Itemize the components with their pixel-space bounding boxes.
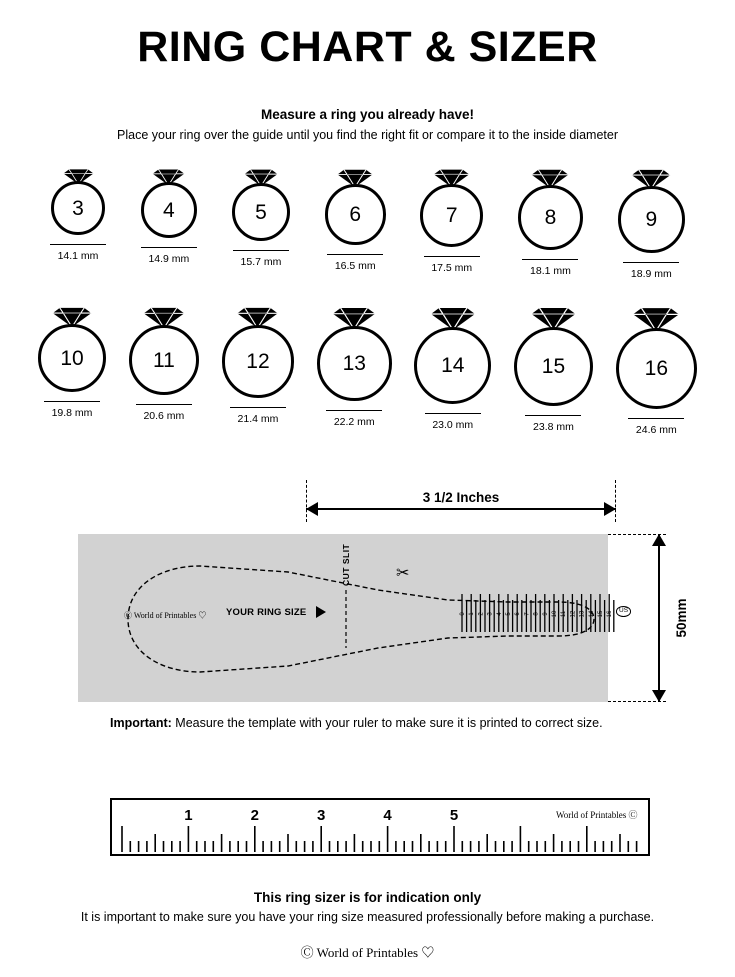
measure-rule [233, 250, 289, 251]
footer-line-1: This ring sizer is for indication only [253, 890, 482, 906]
scissors-icon: ✂ [396, 565, 410, 583]
svg-text:2: 2 [250, 807, 259, 825]
measure-rule [623, 262, 679, 263]
svg-text:14: 14 [588, 611, 595, 618]
ring-band[interactable] [317, 326, 392, 401]
template-brand-mark: Ⓒ World of Printables ♡ [124, 611, 207, 621]
ring-diameter-label: 24.6 mm [635, 424, 677, 437]
ring-band[interactable] [51, 181, 105, 235]
ring-band[interactable] [518, 185, 583, 250]
ring-size-cell[interactable] [38, 306, 106, 419]
ring-size-cell[interactable] [129, 306, 199, 422]
arrow-right-icon [604, 502, 616, 516]
ring-illustration [420, 168, 483, 247]
ring-size-cell[interactable] [232, 168, 290, 268]
ring-size-cell[interactable] [325, 168, 386, 272]
ring-size-cell[interactable] [618, 168, 685, 280]
ring-diameter-label: 23.0 mm [432, 418, 474, 431]
measure-rule [44, 401, 100, 402]
ring-size-number: 4 [163, 198, 175, 222]
ring-diameter-label: 20.6 mm [143, 410, 185, 423]
measure-rule [327, 254, 383, 255]
dimension-line [306, 508, 616, 510]
width-label: 3 1/2 Inches [401, 490, 521, 505]
ring-diameter-label: 21.4 mm [237, 412, 279, 425]
ruler-brand-mark: World of Printables Ⓒ [556, 810, 638, 821]
ring-size-number: 5 [255, 200, 267, 224]
ring-illustration [141, 168, 197, 238]
ring-size-cell[interactable] [414, 306, 491, 431]
height-line [658, 534, 660, 702]
svg-text:16: 16 [607, 611, 614, 618]
ring-band[interactable] [222, 325, 294, 397]
ring-size-pointer-icon [316, 606, 326, 618]
ring-diameter-label: 17.5 mm [431, 261, 473, 274]
ring-illustration [514, 306, 593, 406]
footer-brand: Ⓒ World of Printables ♡ [300, 945, 435, 961]
svg-text:4: 4 [496, 612, 503, 617]
intro-block [28, 107, 707, 142]
measure-rule [230, 407, 286, 408]
ring-band[interactable] [414, 327, 491, 404]
measure-rule [50, 244, 106, 245]
ring-band[interactable] [38, 324, 106, 392]
svg-text:13: 13 [579, 611, 586, 618]
ring-illustration [222, 306, 294, 397]
svg-text:9: 9 [542, 612, 549, 617]
footer-line-2: It is important to make sure you have your ring size measured professionally before making a purchase. [80, 910, 655, 925]
ring-size-grid [28, 168, 707, 436]
ring-diameter-label: 22.2 mm [333, 415, 375, 428]
svg-text:3: 3 [317, 807, 326, 825]
ring-illustration [325, 168, 386, 245]
ring-size-cell[interactable] [222, 306, 294, 424]
ring-row-2 [28, 306, 707, 436]
ring-illustration [616, 306, 697, 409]
width-dimension [306, 480, 616, 536]
ring-size-number: 13 [342, 351, 366, 375]
ring-band[interactable] [325, 184, 386, 245]
ring-illustration [518, 168, 583, 250]
ring-band[interactable] [420, 184, 483, 247]
ring-illustration [317, 306, 392, 401]
intro-sub: Place your ring over the guide until you find the right fit or compare it to the inside diameter [117, 128, 618, 142]
ring-size-cell[interactable] [141, 168, 197, 265]
ring-size-number: 14 [441, 354, 465, 378]
measure-rule [628, 418, 684, 419]
svg-text:6: 6 [515, 612, 522, 617]
measure-rule [424, 256, 480, 257]
ring-diameter-label: 18.9 mm [630, 268, 672, 281]
ruler-body [110, 798, 650, 856]
arrow-up-icon [652, 534, 666, 546]
measure-rule [326, 410, 382, 411]
ring-illustration [38, 306, 106, 392]
ring-size-number: 8 [544, 206, 557, 229]
ring-size-number: 15 [541, 355, 566, 379]
ring-diameter-label: 14.1 mm [57, 250, 99, 262]
cut-slit-label: CUT SLIT [341, 544, 351, 587]
ring-diameter-label: 14.9 mm [148, 253, 190, 266]
ring-size-cell[interactable] [616, 306, 697, 436]
arrow-down-icon [652, 690, 666, 702]
height-dimension [608, 534, 688, 702]
svg-text:10: 10 [552, 611, 558, 618]
svg-text:0: 0 [460, 612, 466, 617]
arrow-left-icon [306, 502, 318, 516]
important-note [110, 716, 603, 730]
ring-band[interactable] [618, 186, 685, 253]
ring-row-1 [28, 168, 707, 280]
ring-band[interactable] [141, 182, 197, 238]
ring-band[interactable] [514, 327, 593, 406]
ring-size-number: 16 [644, 357, 669, 381]
us-scale-badge: US [616, 606, 631, 617]
ring-size-cell[interactable] [420, 168, 483, 274]
measure-rule [136, 404, 192, 405]
page-title: RING CHART & SIZER [137, 23, 598, 71]
ring-size-cell[interactable] [50, 168, 106, 262]
svg-text:12: 12 [570, 611, 577, 618]
ring-size-number: 3 [72, 196, 84, 220]
important-text: Measure the template with your ruler to make sure it is printed to correct size. [171, 716, 603, 731]
ring-sizer-page [0, 23, 735, 977]
height-label: 50mm [674, 598, 690, 638]
svg-text:2: 2 [478, 612, 485, 617]
ring-size-number: 7 [445, 203, 458, 227]
ring-size-number: 12 [246, 349, 270, 373]
ring-diameter-label: 16.5 mm [334, 259, 376, 272]
measure-rule [425, 413, 481, 414]
svg-text:11: 11 [561, 611, 568, 618]
sizer-scale-ticks [458, 590, 628, 636]
svg-text:15: 15 [598, 611, 604, 618]
svg-text:4: 4 [383, 807, 392, 825]
ring-band[interactable] [232, 183, 290, 241]
svg-text:1: 1 [184, 807, 193, 825]
ring-illustration [232, 168, 290, 241]
ring-illustration [414, 306, 491, 404]
ring-diameter-label: 15.7 mm [240, 256, 282, 269]
ring-size-cell[interactable] [514, 306, 593, 433]
ring-illustration [129, 306, 199, 395]
svg-text:8: 8 [533, 612, 540, 617]
svg-text:7: 7 [524, 612, 531, 617]
svg-text:5: 5 [449, 807, 459, 825]
ring-size-number: 6 [349, 202, 362, 226]
your-ring-size-label: YOUR RING SIZE [226, 607, 307, 619]
ring-size-number: 11 [152, 348, 175, 372]
ring-diameter-label: 19.8 mm [51, 407, 93, 420]
printable-ruler [28, 798, 707, 868]
measure-rule [525, 415, 581, 416]
ring-illustration [618, 168, 685, 253]
measure-rule [522, 259, 578, 260]
svg-text:1: 1 [469, 612, 476, 617]
ring-diameter-label: 18.1 mm [530, 265, 571, 277]
ring-band[interactable] [129, 325, 199, 395]
ring-band[interactable] [616, 328, 697, 409]
ring-size-cell[interactable] [317, 306, 392, 428]
svg-text:5: 5 [506, 612, 512, 617]
ring-size-number: 10 [60, 346, 84, 370]
ring-size-number: 9 [645, 208, 658, 232]
ring-diameter-label: 23.8 mm [533, 421, 574, 434]
printable-sizer-template [28, 478, 707, 731]
measure-rule [141, 247, 197, 248]
ring-size-cell[interactable] [518, 168, 583, 277]
important-bold: Important: [110, 716, 172, 731]
ring-illustration [51, 168, 105, 235]
svg-text:3: 3 [487, 612, 494, 617]
intro-lead: Measure a ring you already have! [260, 107, 475, 122]
